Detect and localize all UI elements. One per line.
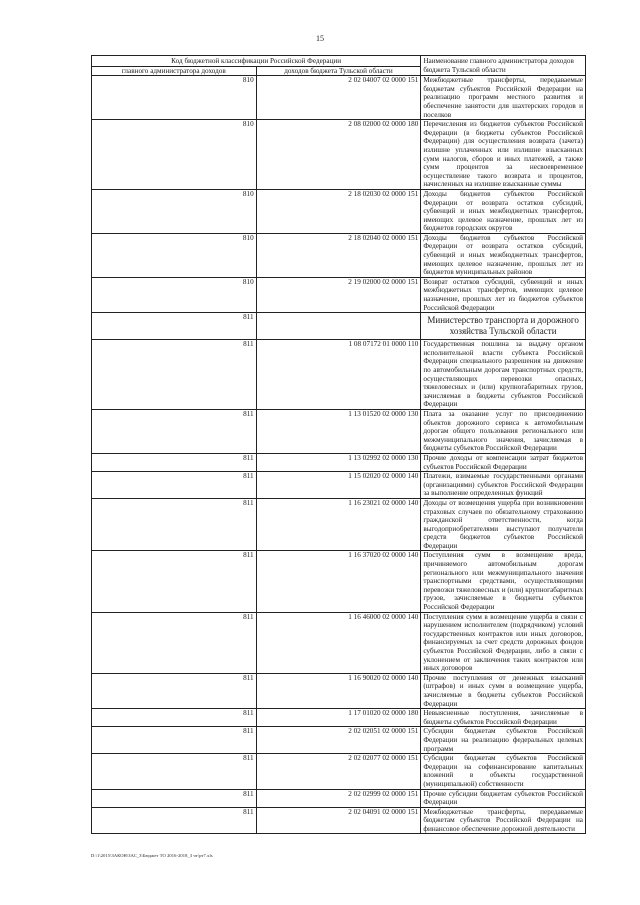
income-code-cell: 1 13 01520 02 0000 130 (256, 409, 421, 453)
table-row (92, 807, 586, 834)
admin-code-cell: 811 (92, 340, 257, 410)
table-row (92, 498, 586, 551)
income-name-cell: Доходы бюджетов субъектов Российской Федерации от возврата остатков субсидий, субвенций и иных межбюджетных трансфертов, имеющих целевое назначение, прошлых лет из бюджетов городских округов (421, 189, 586, 233)
table-row (92, 673, 586, 708)
table-row (92, 789, 586, 807)
income-code-cell: 1 15 02020 02 0000 140 (256, 472, 421, 499)
income-code-cell: 1 08 07172 01 0000 110 (256, 340, 421, 410)
admin-code-cell: 811 (92, 313, 257, 340)
admin-code-cell: 810 (92, 277, 257, 312)
table-row (92, 189, 586, 233)
income-code-cell: 1 16 37020 02 0000 140 (256, 551, 421, 612)
table-row (92, 754, 586, 789)
admin-code-cell: 811 (92, 453, 257, 471)
income-name-cell: Прочие субсидии бюджетам субъектов Российской Федерации (421, 789, 586, 807)
admin-code-cell: 810 (92, 120, 257, 190)
table-row (92, 76, 586, 120)
income-name-cell: Невыясненные поступления, зачисляемые в бюджеты субъектов Российской Федерации (421, 709, 586, 727)
income-code-cell: 2 02 02077 02 0000 151 (256, 754, 421, 789)
income-code-cell: 1 16 23021 02 0000 140 (256, 498, 421, 551)
table-row (92, 453, 586, 471)
header-admin-code: главного администратора доходов (92, 66, 257, 76)
income-code-cell: 1 16 90020 02 0000 140 (256, 673, 421, 708)
income-name-cell: Поступления сумм в возмещение ущерба в связи с нарушением исполнителем (подрядчиком) условий государственных контрактов или иных договоров, финансируемых за счет средств дорожных фондов субъектов Российской Федерации, либо в связи с уклонением от заключения таких контрактов или иных договоров (421, 612, 586, 673)
header-income-code: доходов бюджета Тульской области (256, 66, 421, 76)
admin-code-cell: 811 (92, 709, 257, 727)
income-name-cell: Прочие доходы от компенсации затрат бюджетов субъектов Российской Федерации (421, 453, 586, 471)
income-code-cell: 1 16 46000 02 0000 140 (256, 612, 421, 673)
income-name-cell: Доходы бюджетов субъектов Российской Федерации от возврата остатков субсидий, субвенций и иных межбюджетных трансфертов, имеющих целевое назначение, прошлых лет из бюджетов муниципальных районов (421, 233, 586, 277)
admin-code-cell: 810 (92, 76, 257, 120)
admin-code-cell: 811 (92, 673, 257, 708)
income-code-cell: 2 02 04091 02 0000 151 (256, 807, 421, 834)
income-name-cell: Государственная пошлина за выдачу органом исполнительной власти субъекта Российской Федерации специального разрешения на движение по автомобильным дорогам транспортных средств, осуществляющих перевозки опасных, тяжеловесных и (или) крупногабаритных грузов, зачисляемая в бюджеты субъектов Российской Федерации (421, 340, 586, 410)
table-row (92, 727, 586, 754)
header-classification-code: Код бюджетной классификации Российской Федерации (92, 56, 421, 67)
admin-code-cell: 811 (92, 551, 257, 612)
income-code-cell: 2 02 02999 02 0000 151 (256, 789, 421, 807)
income-name-cell: Возврат остатков субсидий, субвенций и иных межбюджетных трансфертов, имеющих целевое назначение, прошлых лет из бюджетов субъектов Российской Федерации (421, 277, 586, 312)
income-code-cell (256, 313, 421, 340)
income-name-cell: Доходы от возмещения ущерба при возникновении страховых случаев по обязательному страхованию гражданской ответственности, когда выгодоприобретателями выступают получатели средств бюджетов субъектов Российской Федерации (421, 498, 586, 551)
admin-code-cell: 811 (92, 498, 257, 551)
income-code-cell: 2 18 02030 02 0000 151 (256, 189, 421, 233)
income-name-cell: Субсидии бюджетам субъектов Российской Федерации на реализацию федеральных целевых программ (421, 727, 586, 754)
income-code-cell: 2 18 02040 02 0000 151 (256, 233, 421, 277)
table-row (92, 551, 586, 612)
table-row (92, 409, 586, 453)
admin-code-cell: 811 (92, 727, 257, 754)
income-code-cell: 2 08 02000 02 0000 180 (256, 120, 421, 190)
admin-code-cell: 810 (92, 233, 257, 277)
income-code-cell: 2 19 02000 02 0000 151 (256, 277, 421, 312)
admin-code-cell: 811 (92, 754, 257, 789)
admin-code-cell: 811 (92, 789, 257, 807)
table-row (92, 709, 586, 727)
section-title: Министерство транспорта и дорожного хозяйства Тульской области (421, 313, 586, 340)
income-name-cell: Межбюджетные трансферты, передаваемые бюджетам субъектов Российской Федерации на финансовое обеспечение дорожной деятельности (421, 807, 586, 834)
table-row (92, 120, 586, 190)
table-row (92, 340, 586, 410)
table-row (92, 277, 586, 312)
table-row (92, 472, 586, 499)
section-row (92, 313, 586, 340)
income-code-cell: 2 02 04007 02 0000 151 (256, 76, 421, 120)
file-path-footer: D:\1\2015\ЗАКОН\ЗАС_3\Бюджет ТО 2016-2018_3 чт\рт7.xls (91, 853, 213, 858)
income-name-cell: Перечисления из бюджетов субъектов Российской Федерации (в бюджеты субъектов Российской Федерации) для осуществления возврата (зачета) излишне уплаченных или излишне взысканных сумм налогов, сборов и иных платежей, а также сумм процентов за несвоевременное осуществление такого возврата и процентов, начисленных на излишне взысканные суммы (421, 120, 586, 190)
income-name-cell: Субсидии бюджетам субъектов Российской Федерации на софинансирование капитальных вложений в объекты государственной (муниципальной) собственности (421, 754, 586, 789)
income-name-cell: Плата за оказание услуг по присоединению объектов дорожного сервиса к автомобильным дорогам общего пользования регионального или межмуниципального значения, зачисляемая в бюджеты субъектов Российской Федерации (421, 409, 586, 453)
income-code-cell: 1 13 02992 02 0000 130 (256, 453, 421, 471)
income-code-cell: 1 17 01020 02 0000 180 (256, 709, 421, 727)
admin-code-cell: 811 (92, 472, 257, 499)
header-administrator-name: Наименование главного администратора доходов бюджета Тульской области (421, 56, 586, 76)
admin-code-cell: 811 (92, 409, 257, 453)
table-row (92, 612, 586, 673)
income-name-cell: Межбюджетные трансферты, передаваемые бюджетам субъектов Российской Федерации на реализацию программ местного развития и обеспечение занятости для шахтерских городов и поселков (421, 76, 586, 120)
admin-code-cell: 811 (92, 612, 257, 673)
income-name-cell: Прочие поступления от денежных взысканий (штрафов) и иных сумм в возмещение ущерба, зачисляемые в бюджеты субъектов Российской Федерации (421, 673, 586, 708)
table-row (92, 233, 586, 277)
income-code-cell: 2 02 02051 02 0000 151 (256, 727, 421, 754)
budget-classification-table (91, 55, 586, 834)
admin-code-cell: 811 (92, 807, 257, 834)
income-name-cell: Поступления сумм в возмещение вреда, причиняемого автомобильным дорогам регионального или межмуниципального значения транспортными средствами, осуществляющими перевозки тяжеловесных и (или) крупногабаритных грузов, зачисляемые в бюджеты субъектов Российской Федерации (421, 551, 586, 612)
income-name-cell: Платежи, взимаемые государственными органами (организациями) субъектов Российской Федерации за выполнение определенных функций (421, 472, 586, 499)
admin-code-cell: 810 (92, 189, 257, 233)
page-number: 15 (316, 34, 324, 43)
